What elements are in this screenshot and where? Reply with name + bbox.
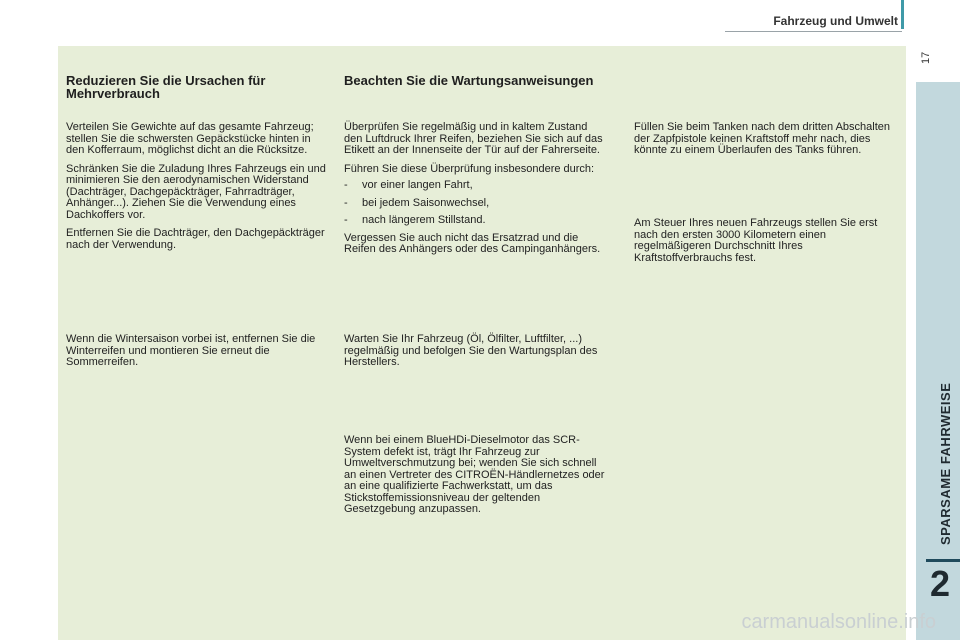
left-winter-block <box>66 334 328 376</box>
middle-scr-block <box>344 435 606 523</box>
chapter-side-tab <box>916 82 960 640</box>
header-rule <box>725 31 902 32</box>
new-car-paragraph: Am Steuer Ihres neuen Fahrzeugs stellen Sie erst nach den ersten 3000 Kilometern einen regelmäßigeren Durchschnitt Ihres Kraftstoffverbrauchs fest. <box>634 217 878 264</box>
middle-heading: Beachten Sie die Wartungsanweisungen <box>344 73 594 88</box>
chapter-number: 2 <box>929 563 951 604</box>
scr-paragraph: Wenn bei einem BlueHDi-Dieselmotor das SCR-System defekt ist, trägt Ihr Fahrzeug zur Umweltverschmutzung bei; wenden Sie sich schnell an einen Vertreter des CITROËN-Händlernetzes oder an eine qualifizierte Fachwerkstatt, um das Stickstoffemissionsniveau der geltenden Gesetzgebung anzupassen. <box>344 434 605 515</box>
winter-paragraph: Wenn die Wintersaison vorbei ist, entfernen Sie die Winterreifen und montieren Sie erneut die Sommerreifen. <box>66 333 316 368</box>
tyre-pressure-paragraph: Überprüfen Sie regelmäßig und in kaltem Zustand den Luftdruck Ihrer Reifen, beziehen Sie sich auf das Etikett an der Innenseite der Tür auf der Fahrerseite. <box>344 121 603 156</box>
list-item: - nach längerem Stillstand. <box>344 215 606 227</box>
left-heading: Reduzieren Sie die Ursachen für Mehrverbrauch <box>66 73 266 101</box>
check-intro: Führen Sie diese Überprüfung insbesondere durch: <box>344 162 595 175</box>
left-column <box>66 74 328 100</box>
left-paragraph: Verteilen Sie Gewichte auf das gesamte Fahrzeug; stellen Sie die schwersten Gepäckstücke hinten in den Kofferraum, möglichst dicht an die Rücksitze. <box>66 121 314 156</box>
left-body <box>66 122 328 258</box>
header-tick <box>901 0 904 29</box>
chapter-label: SPARSAME FAHRWEISE <box>938 382 953 545</box>
middle-column <box>344 74 606 87</box>
list-item: - vor einer langen Fahrt, <box>344 180 606 192</box>
middle-maintenance-block <box>344 334 606 376</box>
right-tank-block <box>634 122 892 164</box>
middle-body <box>344 122 606 263</box>
watermark: carmanualsonline.info <box>741 611 936 633</box>
spare-wheel-paragraph: Vergessen Sie auch nicht das Ersatzrad und die Reifen des Anhängers oder des Campinganhängers. <box>344 231 601 255</box>
list-item: - bei jedem Saisonwechsel, <box>344 198 606 210</box>
chapter-bar <box>926 559 960 562</box>
maintenance-paragraph: Warten Sie Ihr Fahrzeug (Öl, Ölfilter, Luftfilter, ...) regelmäßig und befolgen Sie den Wartungsplan des Herstellers. <box>344 333 598 368</box>
tank-paragraph: Füllen Sie beim Tanken nach dem dritten Abschalten der Zapfpistole keinen Kraftstoff mehr nach, dies könnte zu einem Überlaufen des Tanks führen. <box>634 121 891 156</box>
page-number: 17 <box>920 51 932 64</box>
left-paragraph: Schränken Sie die Zuladung Ihres Fahrzeugs ein und minimieren Sie den aerodynamischen Widerstand (Dachträger, Dachgepäckträger, Fahrradträger, Anhänger...). Ziehen Sie die Verwendung eines Dachkoffers vor. <box>66 162 326 221</box>
check-list <box>344 180 606 227</box>
header-title: Fahrzeug und Umwelt <box>773 14 898 28</box>
left-paragraph: Entfernen Sie die Dachträger, den Dachgepäckträger nach der Verwendung. <box>66 227 325 251</box>
right-new-car-block <box>634 218 892 271</box>
